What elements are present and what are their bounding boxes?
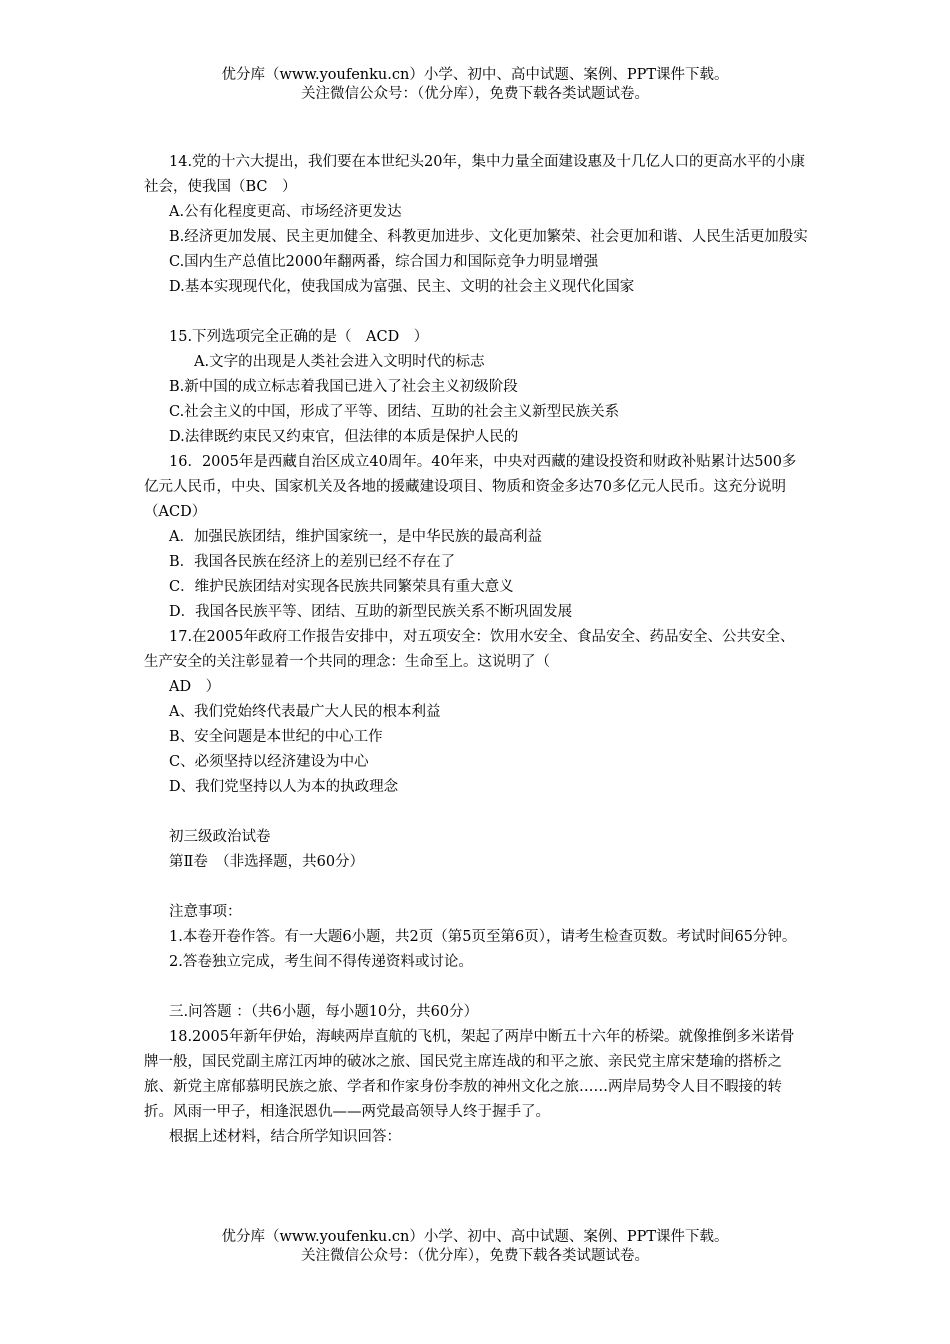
q14-option-a: A.公有化程度更高、市场经济更发达	[169, 204, 402, 220]
q14-option-b: B.经济更加发展、民主更加健全、科教更加进步、文化更加繁荣、社会更加和谐、人民生活更加殷实	[169, 229, 808, 245]
q15-option-b: B.新中国的成立标志着我国已进入了社会主义初级阶段	[169, 379, 518, 395]
section-title: 初三级政治试卷	[169, 829, 271, 845]
q17-option-a: A、我们党始终代表最广大人民的根本利益	[169, 704, 441, 720]
q15-option-a: A.文字的出现是人类社会进入文明时代的标志	[194, 354, 485, 370]
spacer	[144, 800, 808, 825]
q16-option-b: B．我国各民族在经济上的差别已经不存在了	[169, 554, 456, 570]
spacer	[144, 875, 808, 900]
q17-option-c: C、必须坚持以经济建设为中心	[169, 754, 369, 770]
q17-answer: AD ）	[169, 679, 221, 695]
section-subtitle: 第Ⅱ卷 （非选择题，共60分）	[169, 854, 365, 870]
q17-option-d: D、我们党坚持以人为本的执政理念	[169, 779, 399, 795]
q15-stem: 15.下列选项完全正确的是（ ACD ）	[169, 329, 429, 345]
notice-item-1: 1.本卷开卷作答。有一大题6小题，共2页（第5页至第6页），请考生检查页数。考试时间65分钟。	[169, 929, 797, 945]
header-line-2: 关注微信公众号：（优分库），免费下载各类试题试卷。	[301, 86, 649, 102]
notice-item-2: 2.答卷独立完成，考生间不得传递资料或讨论。	[169, 954, 473, 970]
part3-title: 三.问答题 ：（共6小题，每小题10分，共60分）	[169, 1004, 479, 1020]
q16-option-d: D．我国各民族平等、团结、互助的新型民族关系不断巩固发展	[169, 604, 573, 620]
q15-option-c: C.社会主义的中国，形成了平等、团结、互助的社会主义新型民族关系	[169, 404, 620, 420]
q18-instruction: 根据上述材料，结合所学知识回答：	[169, 1129, 401, 1145]
footer-line-2: 关注微信公众号：（优分库），免费下载各类试题试卷。	[301, 1248, 649, 1264]
q16-option-a: A．加强民族团结，维护国家统一，是中华民族的最高利益	[169, 529, 542, 545]
q16-option-c: C．维护民族团结对实现各民族共同繁荣具有重大意义	[169, 579, 514, 595]
spacer	[144, 975, 808, 1000]
document-body	[144, 150, 808, 1150]
q14-stem: 14.党的十六大提出，我们要在本世纪头20年，集中力量全面建设惠及十几亿人口的更高水平的小康社会，使我国（BC ）	[144, 154, 806, 195]
spacer	[144, 300, 808, 325]
page-footer	[0, 1228, 950, 1266]
page-header	[0, 66, 950, 104]
footer-line-1: 优分库（www.youfenku.cn）小学、初中、高中试题、案例、PPT课件下载。	[221, 1229, 729, 1245]
q15-option-d: D.法律既约束民又约束官，但法律的本质是保护人民的	[169, 429, 519, 445]
q18-material: 18.2005年新年伊始，海峡两岸直航的飞机，架起了两岸中断五十六年的桥梁。就像推倒多米诺骨牌一般，国民党副主席江丙坤的破冰之旅、国民党主席连战的和平之旅、亲民党主席宋楚瑜的搭桥之旅、新党主席郁慕明民族之旅、学者和作家身份李敖的神州文化之旅……两岸局势令人目不暇接的转折。风雨一甲子，相逢泯恩仇——两党最高领导人终于握手了。	[144, 1029, 795, 1120]
notice-title: 注意事项：	[169, 904, 242, 920]
q16-stem: 16．2005年是西藏自治区成立40周年。40年来，中央对西藏的建设投资和财政补贴累计达500多亿元人民币，中央、国家机关及各地的援藏建设项目、物质和资金多达70多亿元人民币。这充分说明（ACD）	[144, 454, 797, 520]
header-line-1: 优分库（www.youfenku.cn）小学、初中、高中试题、案例、PPT课件下载。	[221, 67, 729, 83]
q17-stem: 17.在2005年政府工作报告安排中，对五项安全：饮用水安全、食品安全、药品安全、公共安全、生产安全的关注彰显着一个共同的理念：生命至上。这说明了（	[144, 629, 795, 670]
q14-option-d: D.基本实现现代化，使我国成为富强、民主、文明的社会主义现代化国家	[169, 279, 635, 295]
q17-option-b: B、安全问题是本世纪的中心工作	[169, 729, 383, 745]
q14-option-c: C.国内生产总值比2000年翻两番，综合国力和国际竞争力明显增强	[169, 254, 599, 270]
